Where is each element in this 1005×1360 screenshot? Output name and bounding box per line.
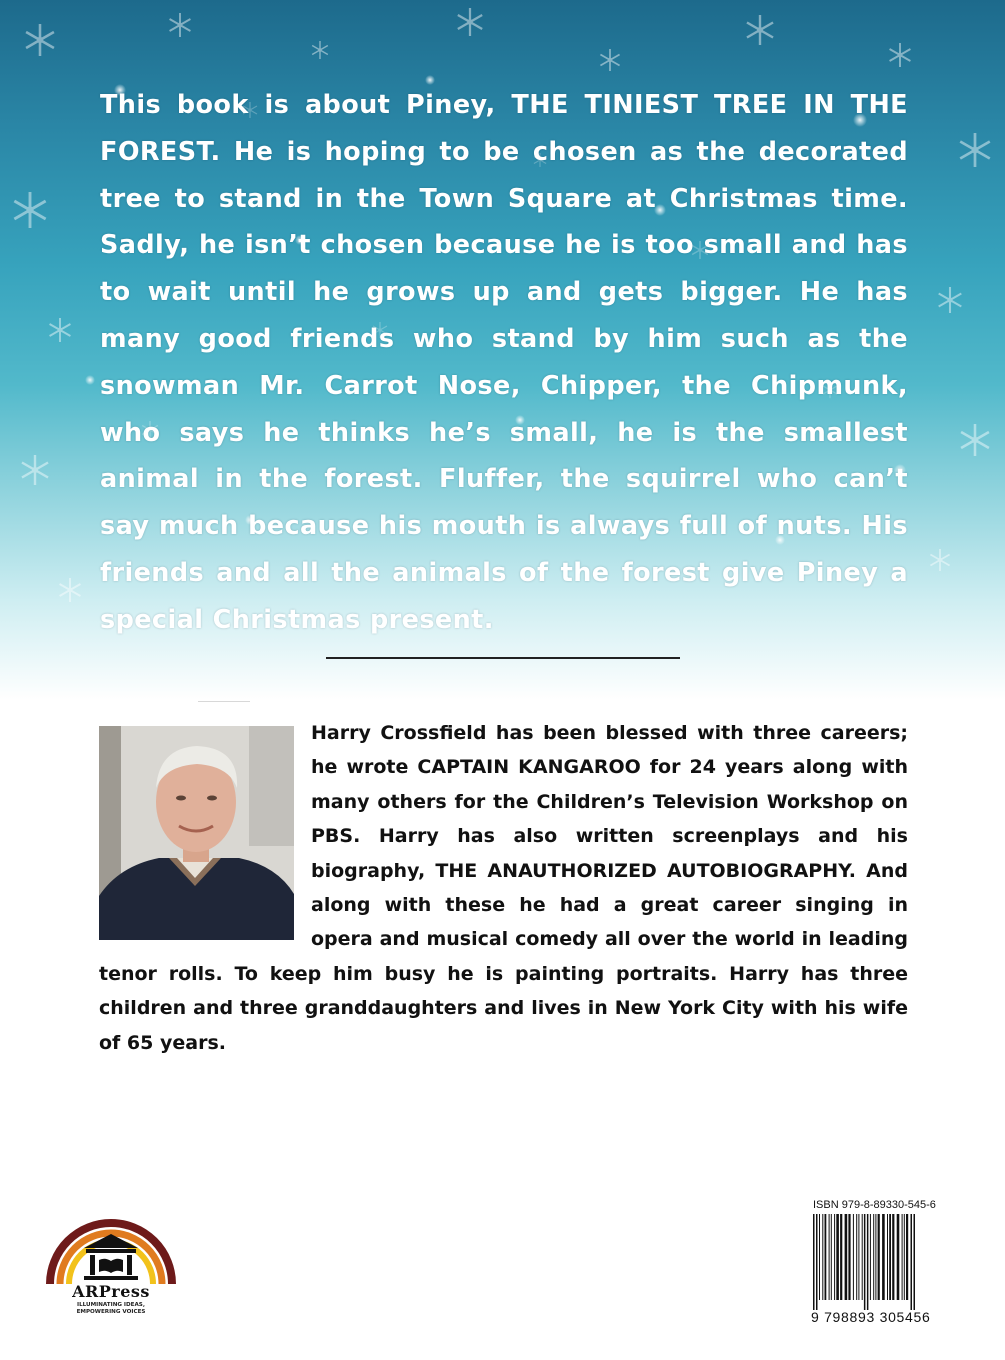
barcode-bar [829,1214,830,1300]
barcode-bar [911,1214,913,1310]
barcode-bar [867,1214,869,1310]
section-divider [326,657,680,659]
barcode-bar [848,1214,850,1300]
barcode-bar [914,1214,916,1310]
barcode-bar [882,1214,885,1300]
barcode-bar [904,1214,905,1300]
author-bio: Harry Crossfield has been blessed with three careers; he wrote CAPTAIN KANGAROO for 24 years along with many others for the Children’s Television Workshop on PBS. Harry has also written screenplays and his biography, THE ANAUTHORIZED AUTOBIOGRAPHY. And along with these he had a great career singing in opera and musical comedy all over the world in leading tenor rolls. To keep him busy he is painting portraits. Harry has three children and three granddaughters and lives in New York City with his wife of 65 years. [99,722,908,1054]
barcode-bar [858,1214,859,1300]
isbn-digits: 9 798893 305456 [811,1309,931,1325]
barcode-icon [811,1214,959,1310]
faint-rule [198,701,250,702]
barcode-bar [862,1214,863,1300]
barcode-bar [816,1214,818,1310]
barcode-bar [813,1214,815,1310]
barcode-bar [902,1214,903,1300]
publisher-name: ARPress [72,1282,150,1301]
barcode-bar [889,1214,891,1300]
barcode-bar [834,1214,835,1300]
tagline-line-1: ILLUMINATING IDEAS, [77,1302,145,1308]
barcode-bar [831,1214,832,1300]
barcode-bar [825,1214,827,1300]
barcode-bar [822,1214,823,1300]
barcode-bar [906,1214,908,1300]
barcode-bar [853,1214,854,1300]
barcode-bar [897,1214,900,1300]
barcode-bar [840,1214,842,1300]
publisher-tagline [44,1302,178,1316]
barcode-bar [845,1214,848,1300]
tagline-line-2: EMPOWERING VOICES [76,1309,146,1315]
barcode-bar [856,1214,857,1300]
barcode-bar [878,1214,880,1300]
barcode-bar [819,1214,820,1300]
barcode-bar [873,1214,874,1300]
book-blurb: This book is about Piney, THE TINIEST TREE IN THE FOREST. He is hoping to be chosen as the decorated tree to stand in the Town Square at Christmas time. Sadly, he isn’t chosen because he is too small and has to wait until he grows up and gets bigger. He has many good friends who stand by him such as the snowman Mr. Carrot Nose, Chipper, the Chipmunk, who says he thinks he’s small, he is the smallest animal in the forest. Fluffer, the squirrel who can’t say much because his mouth is always full of nuts. His friends and all the animals of the forest give Piney a special Christmas present. [100,90,908,635]
barcode-bar [864,1214,866,1310]
barcode-bar [836,1214,839,1300]
barcode-bar [870,1214,871,1300]
barcode-bar [875,1214,876,1300]
barcode-bar [887,1214,888,1300]
barcode-bar [892,1214,894,1300]
author-photo [99,726,294,940]
isbn-label: ISBN 979-8-89330-545-6 [813,1199,936,1211]
